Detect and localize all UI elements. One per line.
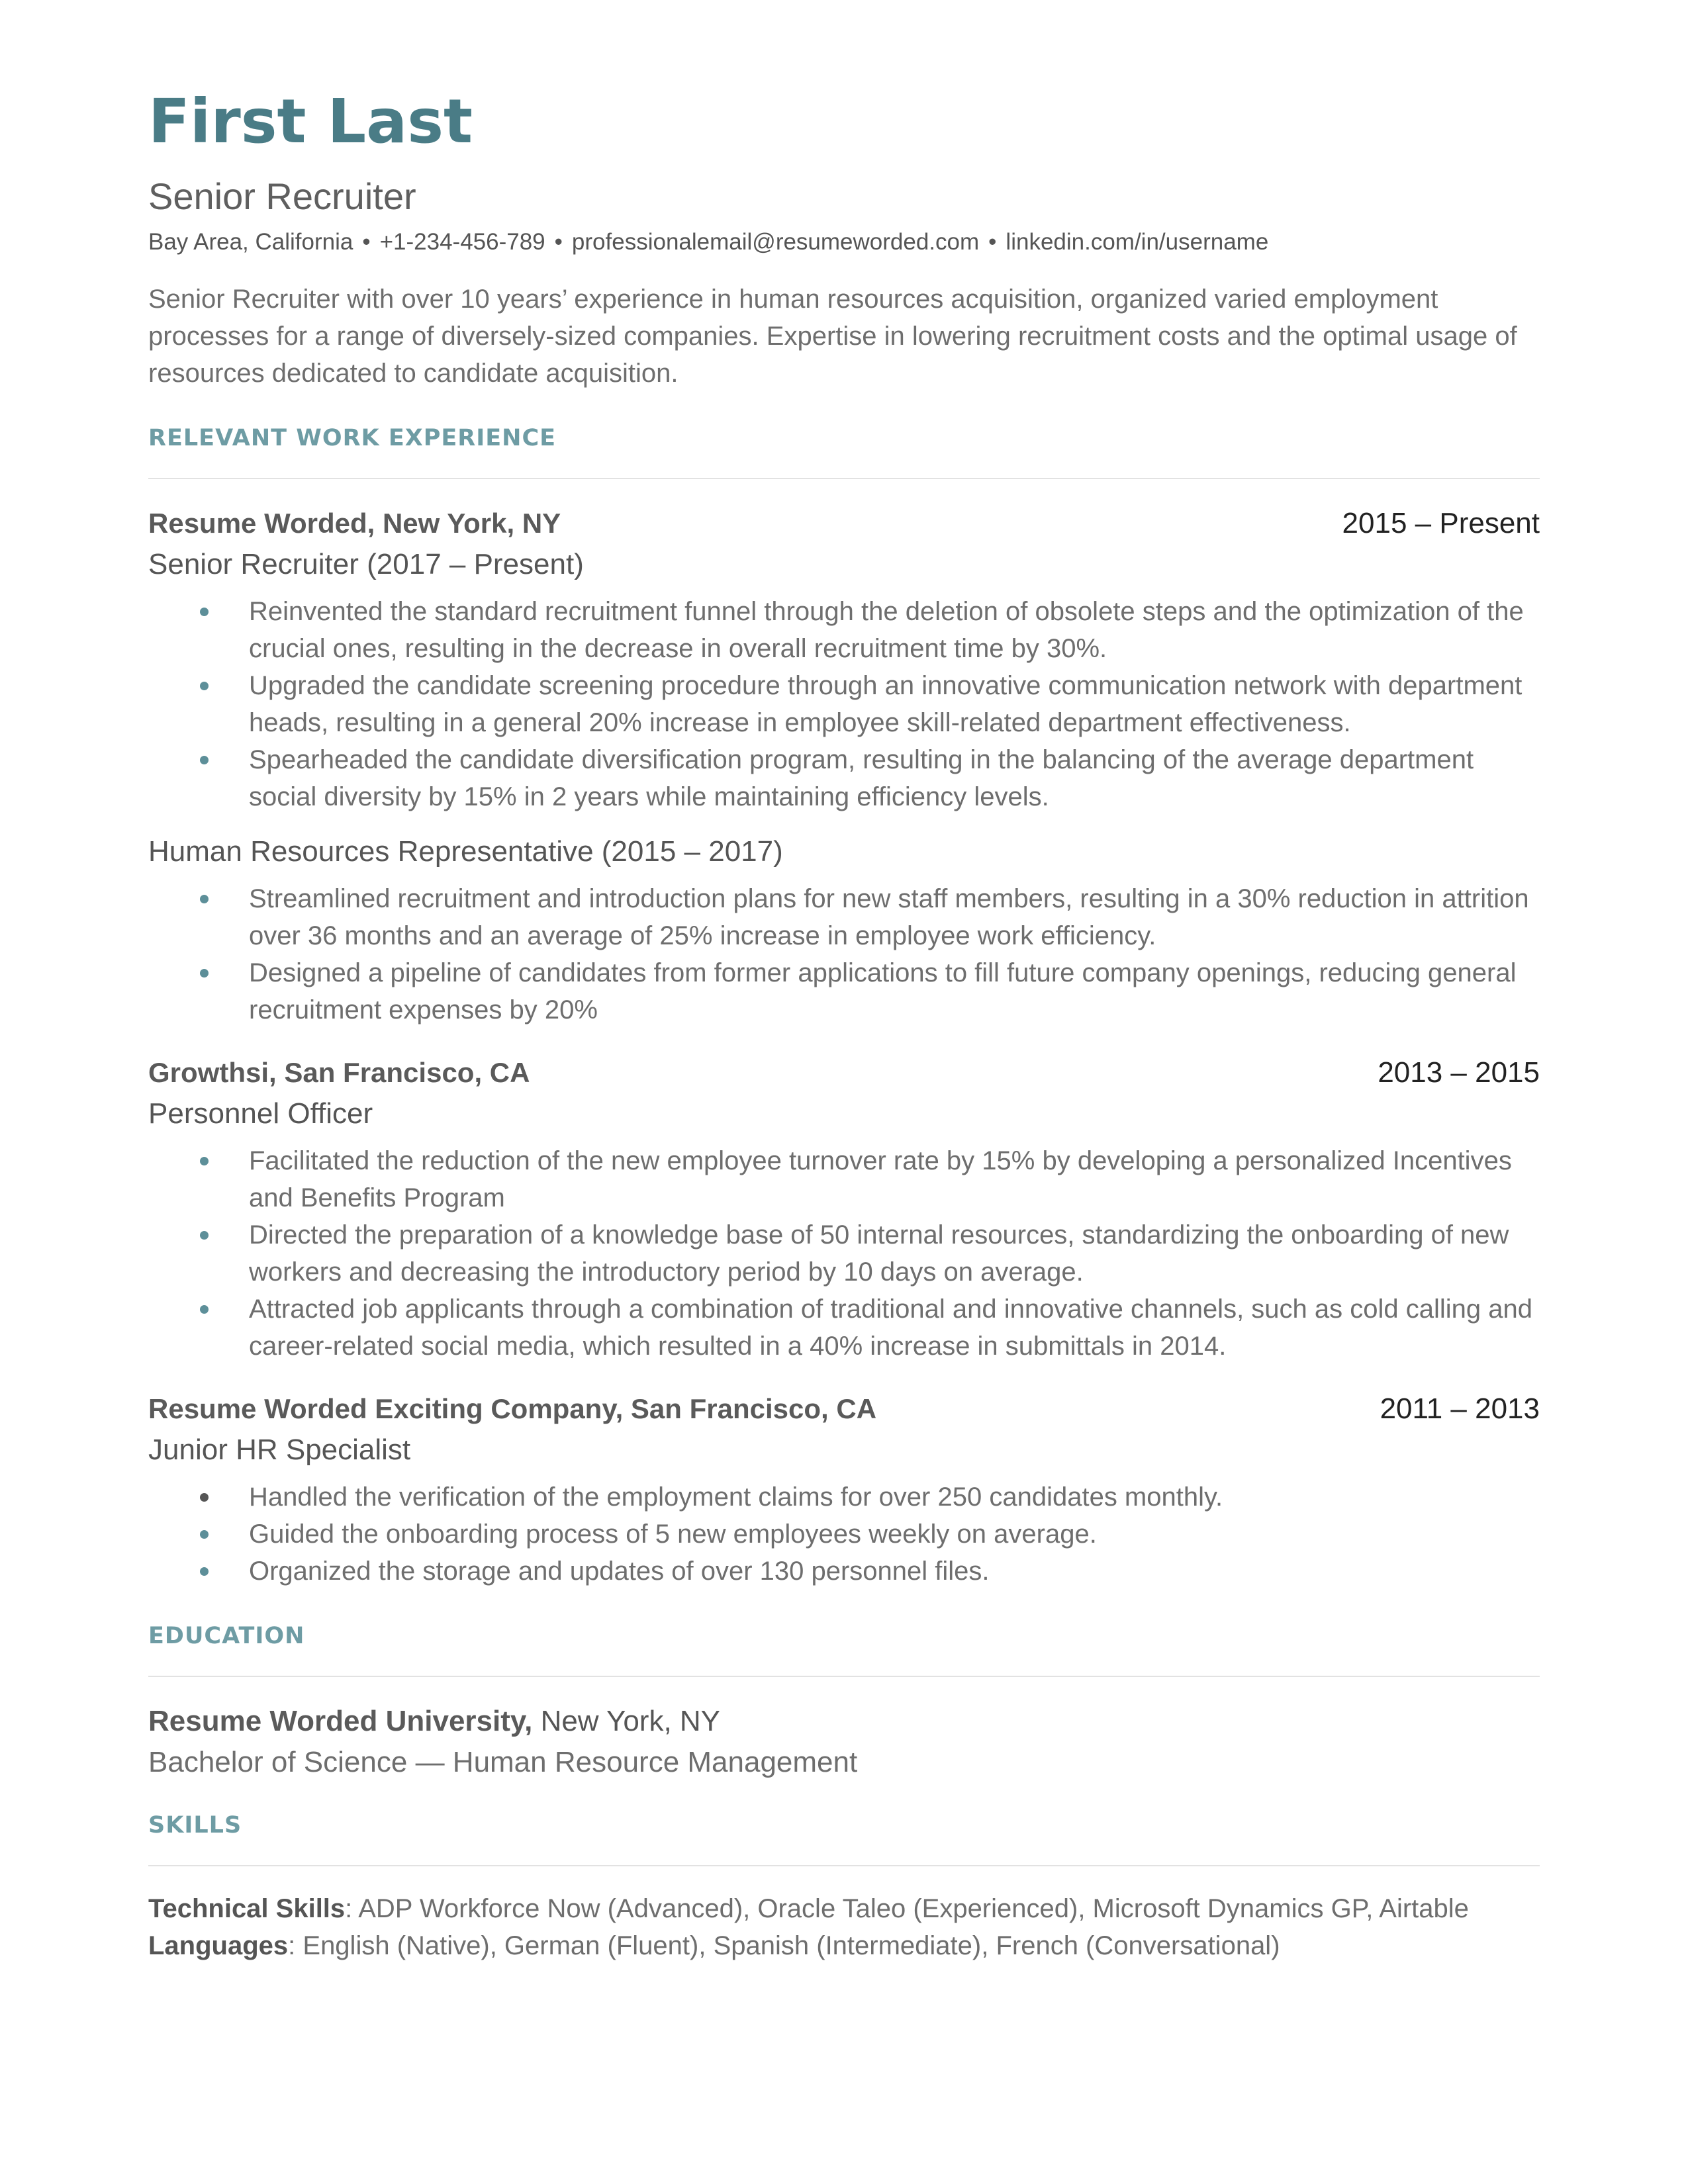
bullet-text: Directed the preparation of a knowledge base of 50 internal resources, standardizing the onboarding of new workers and decreasing the introductory period by 10 days on average.	[249, 1220, 1509, 1287]
job-bullet-list	[148, 880, 1540, 1028]
job-header	[148, 1056, 1540, 1089]
bullet-text: Guided the onboarding process of 5 new employees weekly on average.	[249, 1519, 1097, 1549]
skills-block	[148, 1890, 1540, 1964]
job-bullet	[148, 880, 1540, 954]
bullet-text: Upgraded the candidate screening procedure through an innovative communication network with department heads, resulting in a general 20% increase in employee skill-related department effectiveness.	[249, 670, 1523, 737]
job-company: Resume Worded Exciting Company, San Francisco, CA	[148, 1392, 877, 1424]
bullet-text: Designed a pipeline of candidates from former applications to fill future company openings, reducing general recruitment expenses by 20%	[249, 958, 1517, 1024]
job-bullet	[148, 1479, 1540, 1516]
bullet-dot-icon	[200, 1157, 209, 1165]
job-bullet	[148, 1516, 1540, 1553]
bullet-text: Spearheaded the candidate diversification program, resulting in the balancing of the average department social diversity by 15% in 2 years while maintaining efficiency levels.	[249, 745, 1474, 811]
contact-email: professionalemail@resumeworded.com	[571, 228, 980, 255]
section-divider	[148, 1676, 1540, 1677]
bullet-text: Organized the storage and updates of over 130 personnel files.	[249, 1556, 990, 1586]
job-bullet	[148, 1142, 1540, 1216]
contact-line	[148, 229, 1540, 255]
job-entry	[148, 1392, 1540, 1590]
resume-page	[148, 79, 1540, 1964]
education-section-heading: EDUCATION	[148, 1622, 305, 1649]
job-bullet-list	[148, 1142, 1540, 1365]
bullet-text: Handled the verification of the employment claims for over 250 candidates monthly.	[249, 1482, 1223, 1512]
bullet-text: Facilitated the reduction of the new employee turnover rate by 15% by developing a personalized Incentives and Benefits Program	[249, 1146, 1512, 1212]
experience-section-heading: RELEVANT WORK EXPERIENCE	[148, 424, 557, 451]
education-location: New York, NY	[540, 1704, 721, 1737]
candidate-name: First Last	[148, 86, 473, 157]
job-entry	[148, 507, 1540, 1028]
bullet-text: Reinvented the standard recruitment funnel through the deletion of obsolete steps and the optimization of the crucial ones, resulting in the decrease in overall recruitment time by 30%.	[249, 596, 1524, 663]
contact-linkedin: linkedin.com/in/username	[1006, 228, 1269, 255]
bullet-text: Streamlined recruitment and introduction plans for new staff members, resulting in a 30% reduction in attrition over 36 months and an average of 25% increase in employee work efficiency.	[249, 884, 1529, 950]
job-company: Resume Worded, New York, NY	[148, 507, 561, 539]
bullet-dot-icon	[200, 1305, 209, 1314]
job-entry	[148, 1056, 1540, 1365]
job-bullet	[148, 593, 1540, 667]
job-bullet	[148, 954, 1540, 1028]
section-divider	[148, 478, 1540, 479]
candidate-title: Senior Recruiter	[148, 175, 416, 217]
bullet-text: Attracted job applicants through a combination of traditional and innovative channels, such as cold calling and career-related social media, which resulted in a 40% increase in submittals in 2014.	[249, 1294, 1533, 1361]
bullet-dot-icon	[200, 1493, 209, 1502]
contact-separator: •	[362, 228, 371, 255]
job-role: Senior Recruiter (2017 – Present)	[148, 547, 584, 580]
bullet-dot-icon	[200, 1231, 209, 1240]
job-bullet	[148, 667, 1540, 741]
bullet-dot-icon	[200, 682, 209, 690]
technical-skills-line	[148, 1890, 1540, 1927]
skills-section-heading: SKILLS	[148, 1811, 242, 1839]
bullet-dot-icon	[200, 608, 209, 616]
contact-phone: +1-234-456-789	[379, 228, 545, 255]
job-dates: 2011 – 2013	[1380, 1392, 1540, 1425]
job-dates: 2013 – 2015	[1378, 1056, 1540, 1089]
job-company: Growthsi, San Francisco, CA	[148, 1056, 530, 1088]
technical-skills-label: Technical Skills	[148, 1893, 346, 1923]
contact-separator: •	[554, 228, 563, 255]
job-bullet	[148, 1291, 1540, 1365]
bullet-dot-icon	[200, 1567, 209, 1576]
job-header	[148, 507, 1540, 540]
bullet-dot-icon	[200, 756, 209, 764]
job-role: Junior HR Specialist	[148, 1433, 411, 1466]
education-school: Resume Worded University,	[148, 1704, 533, 1737]
job-bullet	[148, 1216, 1540, 1291]
languages-label: Languages	[148, 1931, 289, 1960]
contact-separator: •	[988, 228, 997, 255]
education-degree: Bachelor of Science — Human Resource Management	[148, 1745, 858, 1778]
job-bullet	[148, 1553, 1540, 1590]
job-header	[148, 1392, 1540, 1426]
section-divider	[148, 1865, 1540, 1866]
bullet-dot-icon	[200, 895, 209, 903]
job-dates: 2015 – Present	[1342, 506, 1540, 539]
languages-value: : English (Native), German (Fluent), Spanish (Intermediate), French (Conversational)	[288, 1931, 1280, 1960]
summary-paragraph: Senior Recruiter with over 10 years’ experience in human resources acquisition, organized varied employment processes for a range of diversely-sized companies. Expertise in lowering recruitment costs and the optimal usage of resources dedicated to candidate acquisition.	[148, 284, 1517, 388]
job-bullet	[148, 741, 1540, 815]
job-bullet-list	[148, 593, 1540, 815]
job-role: Personnel Officer	[148, 1097, 373, 1130]
languages-line	[148, 1927, 1540, 1964]
contact-location: Bay Area, California	[148, 228, 353, 255]
job-bullet-list	[148, 1479, 1540, 1590]
technical-skills-value: : ADP Workforce Now (Advanced), Oracle Taleo (Experienced), Microsoft Dynamics GP, Airtable	[345, 1893, 1469, 1923]
bullet-dot-icon	[200, 1530, 209, 1539]
job-role: Human Resources Representative (2015 – 2017)	[148, 835, 783, 868]
bullet-dot-icon	[200, 969, 209, 978]
education-school-line	[148, 1705, 1540, 1738]
